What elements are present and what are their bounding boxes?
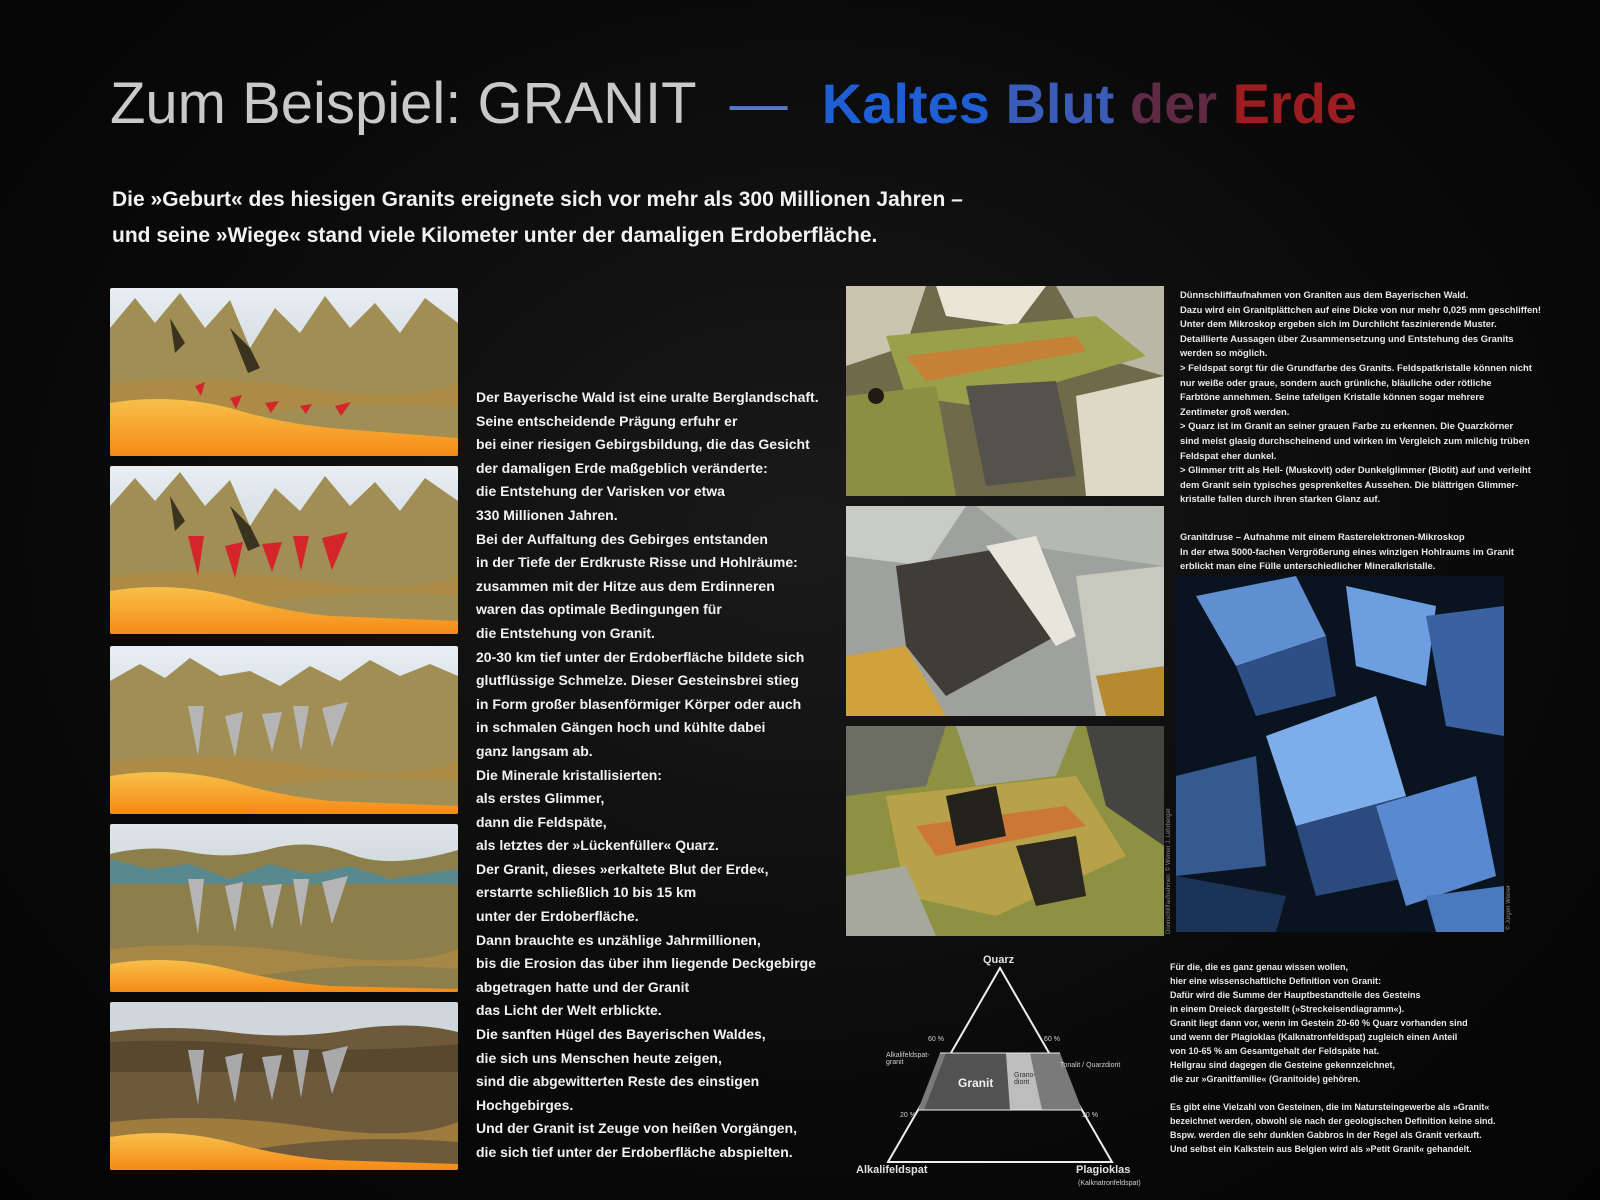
story-line: waren das optimale Bedingungen für	[476, 601, 722, 618]
story-line: unter der Erdoberfläche.	[476, 908, 639, 925]
definition-notes	[1170, 960, 1496, 1156]
druse-notes	[1180, 530, 1514, 574]
story-line: als erstes Glimmer,	[476, 790, 605, 807]
title-word-kaltes: Kaltes	[821, 72, 990, 135]
definition-note-line: Und selbst ein Kalkstein aus Belgien wird als »Petit Granit« gehandelt.	[1170, 1144, 1472, 1154]
definition-note-line: Hellgrau sind dagegen die Gesteine gekennzeichnet,	[1170, 1060, 1396, 1070]
thin-section-note-line: Detaillierte Aussagen über Zusammensetzung und Entstehung des Granits	[1180, 332, 1514, 344]
triangle-pct20-right: 20 %	[1082, 1112, 1098, 1119]
triangle-pct60-left: 60 %	[928, 1036, 944, 1043]
triangle-label-plagioklas-sub: (Kalknatronfeldspat)	[1078, 1180, 1141, 1187]
thin-section-photo-3	[846, 726, 1164, 936]
story-line: das Licht der Welt erblickte.	[476, 1002, 662, 1019]
triangle-field-alkalifeldspatgranit: Alkalifeldspat-granit	[886, 1052, 930, 1066]
sem-druse-photo	[1176, 576, 1504, 932]
story-line: die Entstehung von Granit.	[476, 624, 655, 641]
definition-note-line: bezeichnet werden, obwohl sie nach der geologischen Definition keine sind.	[1170, 1116, 1496, 1126]
story-line: in Form großer blasenförmiger Körper oder auch	[476, 695, 802, 712]
lead-paragraph	[112, 182, 1012, 254]
story-line: sind die abgewitterten Reste des einstigen	[476, 1073, 760, 1090]
thin-section-note-line: Dünnschliffaufnahmen von Graniten aus dem Bayerischen Wald.	[1180, 289, 1469, 300]
triangle-label-quarz: Quarz	[983, 954, 1015, 966]
story-line: abgetragen hatte und der Granit	[476, 978, 690, 995]
druse-note-line: erblickt man eine Fülle unterschiedlicher Mineralkristalle.	[1180, 560, 1436, 572]
story-text	[476, 386, 821, 1165]
story-line: Der Granit, dieses »erkaltete Blut der Erde«,	[476, 860, 769, 877]
thin-section-note-line: Unter dem Mikroskop ergeben sich im Durchlicht faszinierende Muster.	[1180, 318, 1497, 330]
stage-diagram-2	[110, 466, 458, 634]
definition-note-line: und wenn der Plagioklas (Kalknatronfeldspat) zugleich einen Anteil	[1170, 1032, 1458, 1042]
story-line: 20-30 km tief unter der Erdoberfläche bildete sich	[476, 648, 805, 665]
title-word-der: der	[1129, 72, 1218, 135]
thin-section-note-line: > Glimmer tritt als Hell- (Muskovit) oder Dunkelglimmer (Biotit) auf und verleiht	[1180, 464, 1531, 476]
druse-note-line: Granitdruse – Aufnahme mit einem Rasterelektronen-Mikroskop	[1180, 531, 1465, 542]
story-line: bis die Erosion das über ihm liegende Deckgebirge	[476, 955, 816, 972]
definition-note-line: Es gibt eine Vielzahl von Gesteinen, die im Natursteingewerbe als »Granit«	[1170, 1102, 1490, 1112]
thin-section-note-line: nur weiße oder graue, sondern auch grünliche, bläuliche oder rötliche	[1180, 376, 1492, 388]
story-line: Der Bayerische Wald ist eine uralte Berglandschaft.	[476, 389, 819, 405]
definition-note-line: in einem Dreieck dargestellt (»Streckeisendiagramm«).	[1170, 1004, 1405, 1014]
lead-line-1: Die »Geburt« des hiesigen Granits ereignete sich vor mehr als 300 Millionen Jahren –	[112, 188, 963, 211]
thin-section-note-line: Farbtöne annehmen. Seine tafeligen Kristalle können sogar mehrere	[1180, 391, 1485, 403]
story-line: Und der Granit ist Zeuge von heißen Vorgängen,	[476, 1120, 797, 1137]
thin-section-note-line: sind meist glasig durchscheinend und wirken im Vergleich zum milchig trüben	[1180, 434, 1530, 446]
story-line: dann die Feldspäte,	[476, 813, 607, 830]
triangle-label-plagioklas: Plagioklas	[1076, 1164, 1131, 1176]
title-part1: Zum Beispiel: GRANIT	[110, 71, 696, 136]
story-line: Seine entscheidende Prägung erfuhr er	[476, 412, 738, 429]
definition-note-line: Für die, die es ganz genau wissen wollen,	[1170, 962, 1349, 972]
story-line: bei einer riesigen Gebirgsbildung, die das Gesicht	[476, 436, 810, 453]
story-line: zusammen mit der Hitze aus dem Erdinneren	[476, 577, 775, 594]
story-line: in der Tiefe der Erdkruste Risse und Hohlräume:	[476, 554, 798, 571]
story-line: glutflüssige Schmelze. Dieser Gesteinsbrei stieg	[476, 672, 799, 689]
story-line: die sich tief unter der Erdoberfläche abspielten.	[476, 1144, 793, 1160]
thin-section-note-line: > Quarz ist im Granit an seiner grauen Farbe zu erkennen. Die Quarzkörner	[1180, 420, 1514, 432]
thin-section-photo-2	[846, 506, 1164, 716]
triangle-field-tonalit: Tonalit / Quarzdiorit	[1060, 1062, 1121, 1069]
triangle-field-granit: Granit	[958, 1076, 994, 1090]
story-line: Die sanften Hügel des Bayerischen Waldes,	[476, 1026, 766, 1043]
story-line: Dann brauchte es unzählige Jahrmillionen,	[476, 931, 761, 948]
thin-section-note-line: kristalle fallen durch ihren starken Glanz auf.	[1180, 493, 1381, 505]
definition-note-line: die zur »Granitfamilie« (Granitoide) gehören.	[1170, 1074, 1361, 1084]
story-line: Bei der Auffaltung des Gebirges entstanden	[476, 530, 768, 547]
story-line: die Entstehung der Varisken vor etwa	[476, 483, 725, 500]
definition-note-line: Granit liegt dann vor, wenn im Gestein 20-60 % Quarz vorhanden sind	[1170, 1018, 1468, 1028]
thin-section-note-line: dem Granit sein typisches gesprenkeltes Aussehen. Die blättrigen Glimmer-	[1180, 478, 1519, 490]
sem-credit: © Jürgen Weiner	[1506, 885, 1512, 930]
triangle-field-granodiorit: Grano-diorit	[1014, 1072, 1036, 1086]
stage-diagram-3	[110, 646, 458, 814]
thin-section-note-line: werden so möglich.	[1180, 347, 1268, 359]
thin-section-note-line: > Feldspat sorgt für die Grundfarbe des Granits. Feldspatkristalle können nicht	[1180, 361, 1532, 373]
stage-diagram-1	[110, 288, 458, 456]
story-line: ganz langsam ab.	[476, 742, 593, 759]
story-line: erstarrte schließlich 10 bis 15 km	[476, 884, 697, 901]
story-line: der damaligen Erde maßgeblich veränderte:	[476, 459, 768, 476]
thin-section-note-line: Dazu wird ein Granitplättchen auf eine Dicke von nur mehr 0,025 mm geschliffen!	[1180, 303, 1542, 315]
story-line: Hochgebirges.	[476, 1096, 574, 1113]
page-title	[110, 70, 1357, 137]
title-word-erde: Erde	[1232, 72, 1358, 135]
definition-note-line: hier eine wissenschaftliche Definition von Granit:	[1170, 976, 1382, 986]
story-line: in schmalen Gängen hoch und kühlte dabei	[476, 719, 766, 736]
story-line: die sich uns Menschen heute zeigen,	[476, 1049, 722, 1066]
druse-note-line: In der etwa 5000-fachen Vergrößerung eines winzigen Hohlraums im Granit	[1180, 545, 1514, 557]
story-line: Die Minerale kristallisierten:	[476, 766, 662, 783]
title-dash: —	[729, 71, 788, 136]
triangle-label-alkalifeldspat: Alkalifeldspat	[856, 1164, 928, 1176]
thin-section-notes	[1180, 288, 1541, 507]
title-subtitle	[822, 72, 1357, 135]
story-line: 330 Millionen Jahren.	[476, 506, 618, 523]
thin-section-credit: Dünnschliffaufnahmen: © Werner J. Lehrberger	[1166, 808, 1172, 934]
title-word-blut: Blut	[1005, 72, 1115, 135]
definition-note-line	[1170, 1086, 1496, 1100]
triangle-pct60-right: 60 %	[1044, 1036, 1060, 1043]
thin-section-note-line: Zentimeter groß werden.	[1180, 405, 1290, 417]
thin-section-photo-1	[846, 286, 1164, 496]
stage-diagram-4	[110, 824, 458, 992]
definition-note-line: Dafür wird die Summe der Hauptbestandteile des Gesteins	[1170, 990, 1421, 1000]
stage-diagram-5	[110, 1002, 458, 1170]
triangle-pct20-left: 20 %	[900, 1112, 916, 1119]
definition-note-line: von 10-65 % am Gesamtgehalt der Feldspäte hat.	[1170, 1046, 1380, 1056]
definition-note-line: Bspw. werden die sehr dunklen Gabbros in der Regel als Granit verkauft.	[1170, 1130, 1482, 1140]
thin-section-note-line: Feldspat eher dunkel.	[1180, 449, 1277, 461]
story-line: als letztes der »Lückenfüller« Quarz.	[476, 837, 719, 854]
lead-line-2: und seine »Wiege« stand viele Kilometer unter der damaligen Erdoberfläche.	[112, 224, 878, 247]
